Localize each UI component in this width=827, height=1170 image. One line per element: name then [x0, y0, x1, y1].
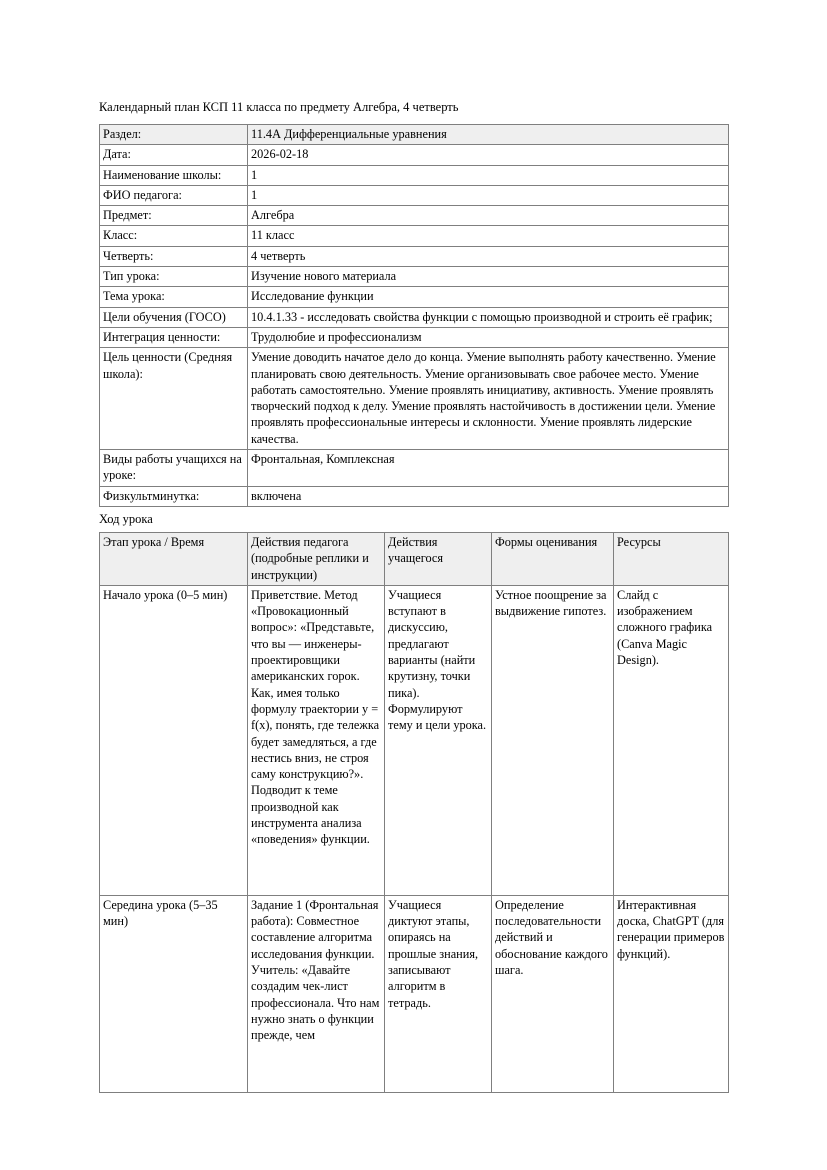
info-value-cell — [248, 327, 729, 347]
teacher-actions-cell: Приветствие. Метод «Провокационный вопрос»: «Представьте, что вы — инженеры-проектировщики американских горок. Как, имея только формулу траектории y = f(x), понять, где тележка будет замедляться, а где нестись вниз, не строя саму конструкцию?». Подводит к теме производной как инструмента анализа «поведения» функции. — [248, 585, 385, 895]
table-row — [100, 348, 729, 450]
info-label: Четверть: — [103, 248, 154, 263]
info-value: 1 — [251, 187, 258, 202]
info-value: включена — [251, 488, 302, 503]
stage-cell: Середина урока (5–35 мин) — [100, 895, 248, 1092]
info-value: Фронтальная, Комплексная — [251, 452, 395, 467]
column-header-resources: Ресурсы — [614, 532, 729, 585]
info-label: Интеграция ценности: — [103, 329, 221, 344]
info-label-cell — [100, 450, 248, 487]
table-header-row — [100, 532, 729, 585]
info-label-cell — [100, 226, 248, 246]
info-label-cell — [100, 348, 248, 450]
info-label: Цель ценности (Средняя школа): — [103, 350, 236, 381]
info-value-cell — [248, 185, 729, 205]
info-value-cell — [248, 486, 729, 506]
info-label: ФИО педагога: — [103, 187, 182, 202]
info-label-cell — [100, 307, 248, 327]
resources-cell: Слайд с изображением сложного графика (Canva Magic Design). — [614, 585, 729, 895]
info-value-cell — [248, 206, 729, 226]
info-label-cell — [100, 287, 248, 307]
info-label-cell — [100, 246, 248, 266]
resources-cell: Интерактивная доска, ChatGPT (для генерации примеров функций). — [614, 895, 729, 1092]
info-value-cell — [248, 348, 729, 450]
table-row — [100, 287, 729, 307]
info-label-cell — [100, 185, 248, 205]
info-label: Виды работы учащихся на уроке: — [103, 452, 245, 483]
lesson-flow-label: Ход урока — [99, 511, 153, 526]
table-row — [100, 226, 729, 246]
info-label-cell — [100, 267, 248, 287]
info-value-cell — [248, 145, 729, 165]
assessment-cell: Определение последовательности действий и обоснование каждого шага. — [492, 895, 614, 1092]
info-label: Предмет: — [103, 208, 152, 223]
student-actions-cell: Учащиеся диктуют этапы, опираясь на прошлые знания, записывают алгоритм в тетрадь. — [385, 895, 492, 1092]
column-header-assessment: Формы оценивания — [492, 532, 614, 585]
info-value-cell — [248, 307, 729, 327]
info-value: 10.4.1.33 - исследовать свойства функции с помощью производной и строить её график; — [251, 309, 713, 324]
table-row — [100, 486, 729, 506]
column-header-student-actions: Действия учащегося — [385, 532, 492, 585]
info-label: Тема урока: — [103, 289, 165, 304]
info-value: 4 четверть — [251, 248, 306, 263]
column-header-teacher-actions: Действия педагога (подробные реплики и инструкции) — [248, 532, 385, 585]
table-row — [100, 585, 729, 895]
info-label: Раздел: — [103, 127, 142, 141]
info-label: Физкультминутка: — [103, 488, 200, 503]
info-value: Трудолюбие и профессионализм — [251, 329, 422, 344]
column-header-stage: Этап урока / Время — [100, 532, 248, 585]
info-value-cell — [248, 267, 729, 287]
info-label-cell — [100, 486, 248, 506]
student-actions-cell: Учащиеся вступают в дискуссию, предлагают варианты (найти крутизну, точки пика). Формулируют тему и цели урока. — [385, 585, 492, 895]
info-label-cell — [100, 327, 248, 347]
info-value: Умение доводить начатое дело до конца. Умение выполнять работу качественно. Умение планировать свою деятельность. Умение организовывать свое рабочее место. Умение работать самостоятельно. Умение проявлять инициативу, активность. Умение проявлять творческий подход к делу. Умение проявлять настойчивость в достижении цели. Умение проявлять профессиональные интересы и склонности. Умение проявлять лидерские качества. — [251, 350, 719, 446]
info-label-cell — [100, 206, 248, 226]
info-label: Наименование школы: — [103, 167, 222, 182]
info-label-cell — [100, 125, 248, 145]
table-row — [100, 206, 729, 226]
table-row — [100, 327, 729, 347]
table-row — [100, 267, 729, 287]
info-value: 11.4А Дифференциальные уравнения — [251, 127, 447, 141]
table-row — [100, 165, 729, 185]
info-label-cell — [100, 165, 248, 185]
info-label: Тип урока: — [103, 269, 160, 284]
info-value: Изучение нового материала — [251, 269, 397, 284]
table-row — [100, 895, 729, 1092]
info-label-cell — [100, 145, 248, 165]
info-value-cell — [248, 125, 729, 145]
table-row — [100, 246, 729, 266]
info-value: 2026-02-18 — [251, 147, 309, 162]
info-value-cell — [248, 226, 729, 246]
info-value: 1 — [251, 167, 258, 182]
info-value-cell — [248, 450, 729, 487]
info-value-cell — [248, 165, 729, 185]
info-value: Исследование функции — [251, 289, 374, 304]
table-row — [100, 450, 729, 487]
table-row — [100, 125, 729, 145]
stage-cell: Начало урока (0–5 мин) — [100, 585, 248, 895]
table-row — [100, 307, 729, 327]
lesson-info-table — [99, 124, 729, 507]
info-value: Алгебра — [251, 208, 295, 223]
table-row — [100, 145, 729, 165]
info-label: Класс: — [103, 228, 138, 243]
info-label: Цели обучения (ГОСО) — [103, 309, 226, 324]
teacher-actions-cell: Задание 1 (Фронтальная работа): Совместное составление алгоритма исследования функции. Учитель: «Давайте создадим чек-лист профессионала. Что нам нужно знать о функции прежде, чем — [248, 895, 385, 1092]
info-value-cell — [248, 246, 729, 266]
info-value: 11 класс — [251, 228, 295, 243]
lesson-flow-table — [99, 532, 729, 1093]
table-row — [100, 185, 729, 205]
document-content — [99, 99, 728, 1093]
info-label: Дата: — [103, 147, 131, 162]
info-value-cell — [248, 287, 729, 307]
page-title: Календарный план КСП 11 класса по предмету Алгебра, 4 четверть — [99, 100, 459, 114]
assessment-cell: Устное поощрение за выдвижение гипотез. — [492, 585, 614, 895]
